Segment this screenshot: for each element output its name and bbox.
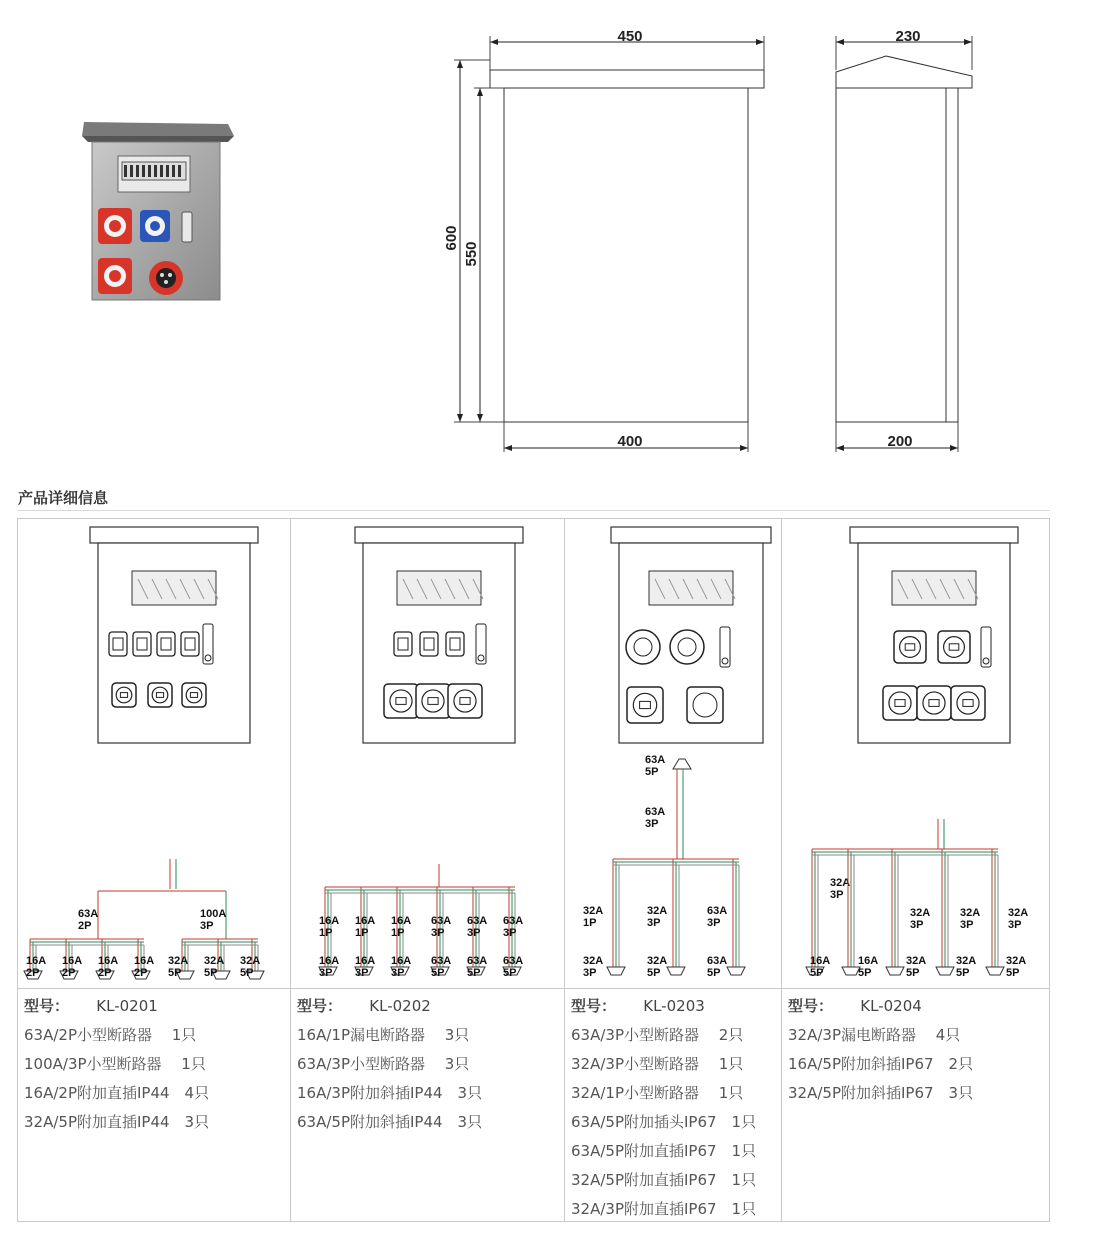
small-socket-icon (157, 632, 175, 656)
outlet-symbol (727, 967, 745, 975)
spec-list (788, 992, 973, 1108)
wire-label-poles: 3P (960, 919, 974, 931)
model-prefix: 型号： (788, 997, 826, 1015)
model-line (297, 992, 482, 1021)
socket-icon (883, 686, 917, 720)
wire-label-rating: 63A (707, 955, 728, 967)
wire-label-rating: 16A (134, 955, 155, 967)
socket-icon (894, 631, 926, 663)
outlet-symbol (667, 967, 685, 975)
model-line (571, 992, 756, 1021)
wire-label-poles: 5P (707, 967, 721, 979)
breaker-panel (397, 571, 481, 605)
socket-icon (951, 686, 985, 720)
wire-label-rating: 16A (26, 955, 47, 967)
wire-label-rating: 16A (391, 915, 412, 927)
wire-label-poles: 5P (168, 967, 182, 979)
wire-label-poles: 5P (810, 967, 824, 979)
wire-label-poles: 3P (830, 889, 844, 901)
wire-label-rating: 16A (98, 955, 119, 967)
wire-label-rating: 63A (431, 915, 452, 927)
wire-label-poles: 5P (240, 967, 254, 979)
outlet-symbol (936, 967, 954, 975)
wire-label-poles: 2P (26, 967, 40, 979)
wire-label-poles: 3P (647, 917, 661, 929)
wire-label-poles: 3P (431, 927, 445, 939)
spec-item: 16A/2P附加直插IP44 4只 (24, 1084, 210, 1102)
small-socket-icon (420, 632, 438, 656)
model-line (24, 992, 209, 1021)
model-line (788, 992, 973, 1021)
wiring-diagram-kl-0204 (782, 519, 1049, 987)
socket-icon (416, 684, 450, 718)
wire-label-rating: 16A (355, 915, 376, 927)
wire-label-poles: 3P (319, 967, 333, 979)
small-socket-icon (446, 632, 464, 656)
small-socket-icon (133, 632, 151, 656)
breaker-panel (892, 571, 976, 605)
dim-front-bottom: 400 (617, 433, 643, 450)
spec-item: 32A/1P小型断路器 1只 (571, 1084, 744, 1102)
wire-label-rating: 16A (319, 955, 340, 967)
model-prefix: 型号： (297, 997, 335, 1015)
breaker-panel (132, 571, 216, 605)
wire-label-poles: 3P (200, 920, 214, 932)
round-socket-icon (670, 630, 704, 664)
wire-label-poles: 3P (1008, 919, 1022, 931)
outlet-symbol (986, 967, 1004, 975)
wire-label-rating: 32A (956, 955, 977, 967)
side-view-drawing (820, 20, 990, 460)
wire-label-poles: 3P (910, 919, 924, 931)
wire-label-rating: 32A (168, 955, 189, 967)
socket-icon (917, 686, 951, 720)
breaker-panel (649, 571, 733, 605)
wire-label-poles: 5P (503, 967, 517, 979)
model-column-kl-0202 (291, 519, 565, 1221)
model-prefix: 型号： (24, 997, 62, 1015)
spec-item: 16A/3P附加斜插IP44 3只 (297, 1084, 483, 1102)
cabinet-roof (355, 527, 523, 543)
spec-item: 32A/5P附加直插IP44 3只 (24, 1113, 210, 1131)
wire-label-poles: 2P (98, 967, 112, 979)
wire-label-rating: 32A (204, 955, 225, 967)
wire-label-poles: 5P (858, 967, 872, 979)
spec-item: 63A/5P附加插头IP67 1只 (571, 1113, 757, 1131)
wire-label-rating: 32A (583, 905, 604, 917)
small-socket-icon (181, 632, 199, 656)
spec-item: 32A/5P附加斜插IP67 3只 (788, 1084, 974, 1102)
wire-label-poles: 2P (62, 967, 76, 979)
outlet-symbol (607, 967, 625, 975)
wire-label-rating: 63A (645, 754, 666, 766)
model-prefix: 型号： (571, 997, 609, 1015)
plug-symbol (673, 759, 691, 769)
wire-label-rating: 63A (78, 908, 99, 920)
wire-label-poles: 3P (583, 967, 597, 979)
spec-item: 32A/3P小型断路器 1只 (571, 1055, 744, 1073)
model-column-kl-0201 (18, 519, 291, 1221)
spec-list (297, 992, 482, 1137)
table-divider (18, 988, 1049, 989)
wire-label-rating: 32A (647, 955, 668, 967)
wire-label-rating: 63A (467, 915, 488, 927)
model-column-kl-0204 (782, 519, 1049, 1221)
wire-label-poles: 5P (1006, 967, 1020, 979)
socket-icon (938, 631, 970, 663)
cabinet-roof (611, 527, 771, 543)
wire-label-poles: 5P (467, 967, 481, 979)
wire-label-rating: 63A (645, 806, 666, 818)
red-socket-icon (98, 258, 132, 294)
product-table (17, 518, 1050, 1222)
spec-item: 63A/3P小型断路器 2只 (571, 1026, 744, 1044)
wire-label-rating: 32A (960, 907, 981, 919)
spec-item: 63A/5P附加斜插IP44 3只 (297, 1113, 483, 1131)
wire-label-poles: 5P (956, 967, 970, 979)
spec-item: 100A/3P小型断路器 1只 (24, 1055, 206, 1073)
wire-label-rating: 63A (503, 915, 524, 927)
wire-label-poles: 1P (319, 927, 333, 939)
spec-list (571, 992, 756, 1224)
wire-label-rating: 63A (503, 955, 524, 967)
cabinet-roof (850, 527, 1018, 543)
wire-label-rating: 100A (200, 908, 227, 920)
section-title: 产品详细信息 (18, 489, 109, 507)
wire-label-rating: 32A (240, 955, 261, 967)
spec-item: 32A/5P附加直插IP67 1只 (571, 1171, 757, 1189)
model-code: KL-0202 (369, 997, 431, 1015)
wire-label-poles: 1P (355, 927, 369, 939)
spec-item: 32A/3P附加直插IP67 1只 (571, 1200, 757, 1218)
model-code: KL-0201 (96, 997, 158, 1015)
wire-label-rating: 16A (319, 915, 340, 927)
wire-label-rating: 32A (910, 907, 931, 919)
wire-label-rating: 16A (62, 955, 83, 967)
wire-label-rating: 16A (858, 955, 879, 967)
round-socket-icon (626, 630, 660, 664)
wire-label-rating: 16A (355, 955, 376, 967)
wire-label-poles: 3P (391, 967, 405, 979)
section-divider (18, 510, 1050, 511)
wire-label-rating: 32A (1006, 955, 1027, 967)
wire-label-rating: 32A (906, 955, 927, 967)
spec-item: 32A/3P漏电断路器 4只 (788, 1026, 961, 1044)
plug-icon (687, 687, 723, 723)
model-code: KL-0204 (860, 997, 922, 1015)
wire-label-poles: 3P (467, 927, 481, 939)
wire-label-rating: 63A (467, 955, 488, 967)
model-code: KL-0203 (643, 997, 705, 1015)
small-socket-icon (394, 632, 412, 656)
spec-item: 16A/5P附加斜插IP67 2只 (788, 1055, 974, 1073)
outlet-symbol (886, 967, 904, 975)
blue-socket-icon (140, 210, 170, 242)
wire-label-rating: 32A (830, 877, 851, 889)
dim-front-body-height: 550 (463, 241, 480, 267)
spec-item: 16A/1P漏电断路器 3只 (297, 1026, 470, 1044)
wiring-diagram-kl-0203 (565, 519, 782, 987)
wire-label-poles: 3P (707, 917, 721, 929)
wire-label-poles: 5P (906, 967, 920, 979)
front-view-drawing (440, 20, 780, 460)
model-column-kl-0203 (565, 519, 782, 1221)
wire-label-rating: 32A (647, 905, 668, 917)
socket-icon (627, 687, 663, 723)
cabinet-roof (90, 527, 258, 543)
wire-label-poles: 5P (647, 967, 661, 979)
spec-item: 63A/5P附加直插IP67 1只 (571, 1142, 757, 1160)
product-photo (78, 118, 238, 313)
small-socket-icon (109, 632, 127, 656)
wire-label-rating: 32A (583, 955, 604, 967)
dim-side-bottom: 200 (887, 433, 913, 450)
wire-label-poles: 2P (78, 920, 92, 932)
wire-label-poles: 5P (431, 967, 445, 979)
wire-label-poles: 1P (391, 927, 405, 939)
wire-label-poles: 5P (645, 766, 659, 778)
dim-front-total-height: 600 (443, 225, 460, 251)
wire-label-rating: 63A (707, 905, 728, 917)
wire-label-rating: 16A (810, 955, 831, 967)
wire-label-poles: 5P (204, 967, 218, 979)
socket-icon (448, 684, 482, 718)
spec-item: 63A/2P小型断路器 1只 (24, 1026, 197, 1044)
spec-item: 63A/3P小型断路器 3只 (297, 1055, 470, 1073)
wire-label-poles: 1P (583, 917, 597, 929)
wire-label-poles: 3P (503, 927, 517, 939)
socket-icon (384, 684, 418, 718)
red-plug-icon (149, 261, 183, 295)
wire-label-poles: 3P (355, 967, 369, 979)
wire-label-rating: 63A (431, 955, 452, 967)
wire-label-rating: 16A (391, 955, 412, 967)
dim-side-top: 230 (895, 28, 921, 45)
wire-label-poles: 3P (645, 818, 659, 830)
wiring-diagram-kl-0201 (18, 519, 291, 987)
spec-list (24, 992, 209, 1137)
dim-front-top: 450 (617, 28, 643, 45)
wire-label-poles: 2P (134, 967, 148, 979)
wiring-diagram-kl-0202 (291, 519, 565, 987)
red-socket-icon (98, 208, 132, 244)
wire-label-rating: 32A (1008, 907, 1029, 919)
